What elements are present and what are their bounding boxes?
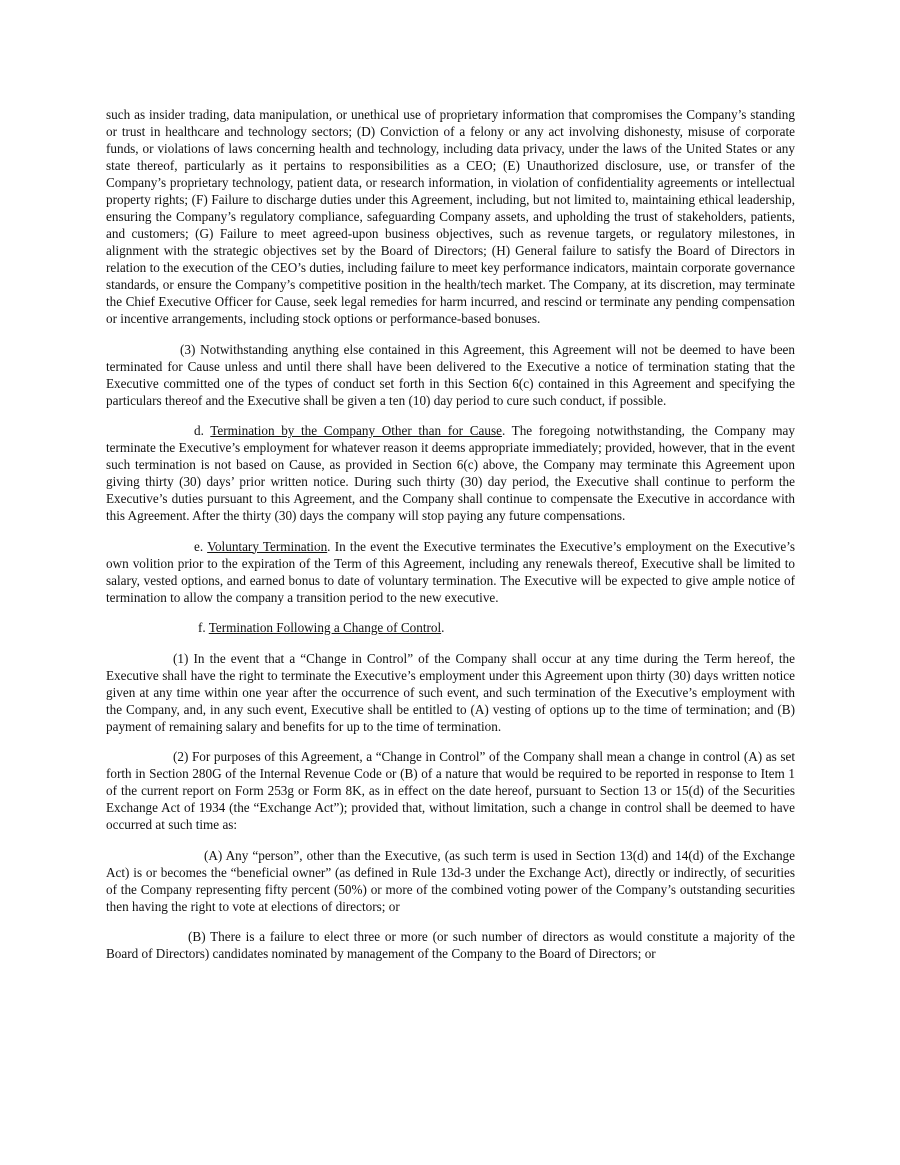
paragraph-f-a: (A) Any “person”, other than the Executive, (as such term is used in Section 13(d) and 14(d) of the Exchange Act) is or becomes the “beneficial owner” (as defined in Rule 13d-3 under the Exchange Act), directly or indirectly, of securities of the Company representing fifty percent (50%) or more of the combined voting power of the Company’s outstanding securities then having the right to vote at elections of directors; or [106, 847, 795, 914]
paragraph-cause-list: such as insider trading, data manipulation, or unethical use of proprietary information that compromises the Company’s standing or trust in healthcare and technology sectors; (D) Conviction of a felony or any act involving dishonesty, misuse of corporate funds, or violations of laws concerning health and technology, including data privacy, under the laws of the United States or any state thereof, particularly as it pertains to responsibilities as a CEO; (E) Unauthorized disclosure, use, or transfer of the Company’s proprietary technology, patient data, or research information, in violation of confidentiality agreements or intellectual property rights; (F) Failure to discharge duties under this Agreement, including, but not limited to, maintaining ethical leadership, ensuring the Company’s regulatory compliance, safeguarding Company assets, and upholding the trust of stakeholders, patients, and customers; (G) Failure to meet agreed-upon business objectives, such as revenue targets, or regulatory milestones, in alignment with the strategic objectives set by the Board of Directors; (H) General failure to satisfy the Board of Directors in relation to the execution of the CEO’s duties, including failure to meet key performance indicators, maintain corporate governance standards, or ensure the Company’s competitive position in the health/tech market. The Company, at its discretion, may terminate the Chief Executive Officer for Cause, seek legal remedies for harm incurred, and rescind or terminate any pending compensation or incentive arrangements, including stock options or performance-based bonuses. [106, 107, 795, 326]
section-e-body: . In the event the Executive terminates the Executive’s employment on the Executive’s own volition prior to the expiration of the Term of this Agreement, including any renewals thereof, Executive shall be limited to salary, vested options, and earned bonus to date of voluntary termination. The Executive will be expected to give ample notice of termination to allow the company a transition period to the new executive. [106, 538, 795, 605]
section-d-heading: Termination by the Company Other than for Cause [210, 423, 502, 438]
section-d-marker: d. [194, 423, 211, 438]
section-f-body: . [441, 620, 445, 635]
section-e-marker: e. [194, 538, 208, 554]
paragraph-f-b: (B) There is a failure to elect three or more (or such number of directors as would constitute a majority of the Board of Directors) candidates nominated by management of the Company to the Board of Directors; or [106, 929, 795, 961]
section-f-marker: f. [198, 620, 209, 635]
section-f-heading: Termination Following a Change of Control [208, 620, 442, 635]
section-f [106, 619, 795, 636]
paragraph-f2: (2) For purposes of this Agreement, a “Change in Control” of the Company shall mean a change in control (A) as set forth in Section 280G of the Internal Revenue Code or (B) of a nature that would be required to be reported in response to Item 1 of the current report on Form 253g or Form 8K, as in effect on the date hereof, pursuant to Section 13 or 15(d) of the Securities Exchange Act of 1934 (the “Exchange Act”); provided that, without limitation, such a change in control shall be deemed to have occurred at such time as: [106, 749, 795, 832]
section-e [106, 538, 795, 606]
paragraph-f1: (1) In the event that a “Change in Control” of the Company shall occur at any time during the Term hereof, the Executive shall have the right to terminate the Executive’s employment under this Agreement upon thirty (30) days written notice given at any time within one year after the occurrence of such event, and such termination of the Executive’s employment with the Company, and, in any such event, Executive shall be entitled to (A) vesting of options up to the time of termination; and (B) payment of remaining salary and benefits for up to the time of termination. [106, 650, 795, 734]
section-d-body: . The foregoing notwithstanding, the Company may terminate the Executive’s employment for whatever reason it deems appropriate immediately; provided, however, that in the event such termination is not based on Cause, as provided in Section 6(c) above, the Company may terminate this Agreement upon giving thirty (30) days’ prior written notice. During such thirty (30) day period, the Executive shall continue to perform the Executive’s duties pursuant to this Agreement, and the Company shall continue to compensate the Executive in accordance with this Agreement. After the thirty (30) days the company will stop paying any future compensations. [106, 423, 795, 523]
section-d [106, 422, 795, 524]
section-e-heading: Voluntary Termination [207, 538, 328, 554]
paragraph-notice-of-termination: (3) Notwithstanding anything else contained in this Agreement, this Agreement will not be deemed to have been terminated for Cause unless and until there shall have been delivered to the Executive a notice of termination stating that the Executive committed one of the types of conduct set forth in this Section 6(c) contained in this Agreement and specifying the particulars thereof and the Executive shall be given a ten (10) day period to cure such conduct, if possible. [106, 341, 795, 408]
